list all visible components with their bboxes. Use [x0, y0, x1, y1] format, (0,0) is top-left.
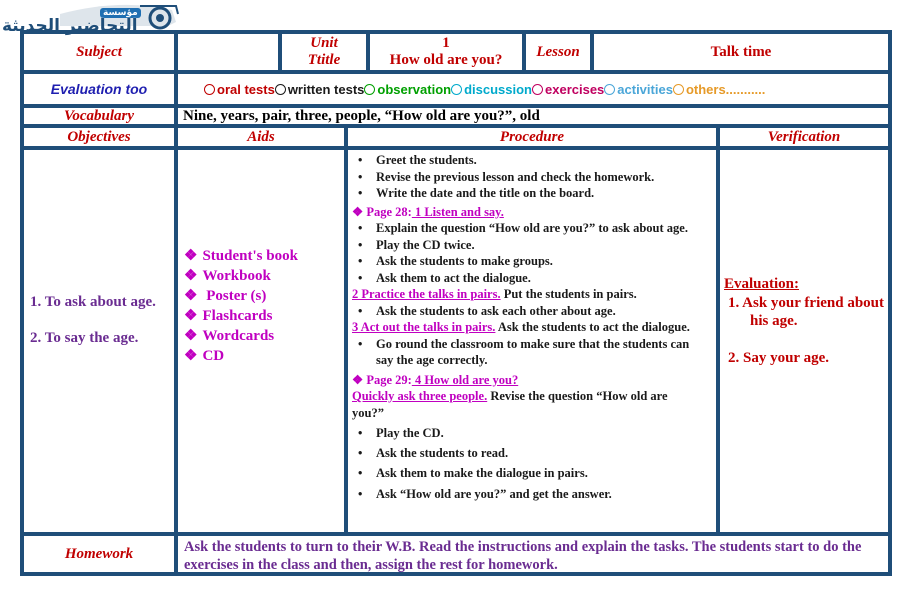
- unit-number: 1: [442, 35, 450, 51]
- procedure-step: • Ask “How old are you?” and get the answer.: [352, 486, 696, 503]
- radio-circle-icon[interactable]: [673, 84, 684, 95]
- section-link: 4 How old are you?: [411, 372, 519, 387]
- evaluation-option-label: discussion: [464, 81, 532, 97]
- diamond-bullet-icon: ❖: [184, 268, 198, 284]
- verification-cell: [718, 148, 890, 534]
- evaluation-option-label: activities: [617, 81, 673, 97]
- diamond-bullet-icon: ❖: [184, 288, 198, 304]
- verification-title: Evaluation:: [724, 276, 800, 292]
- procedure-step: • Ask the students to ask each other about age.: [352, 303, 696, 320]
- evaluation-option-label: others...........: [685, 81, 766, 97]
- homework-text: Ask the students to turn to their W.B. Read the instructions and explain the tasks. The students start to do the exercises in the class and then, assign the rest for homework.: [176, 534, 890, 574]
- unit-title-cell: [368, 32, 524, 72]
- verification-item: 2. Say your age.: [728, 350, 829, 366]
- procedure-section-2: 2 Practice the talks in pairs. Put the students in pairs.: [352, 287, 637, 301]
- procedure-cell: [346, 148, 718, 534]
- procedure-section-page29: ❖ Page 29: 4 How old are you?: [352, 372, 519, 387]
- unit-title-value: How old are you?: [389, 52, 503, 68]
- radio-circle-icon[interactable]: [604, 84, 615, 95]
- evaluation-options: [176, 72, 890, 106]
- evaluation-option[interactable]: [275, 82, 365, 97]
- radio-circle-icon[interactable]: [364, 84, 375, 95]
- objectives-header: Objectives: [22, 126, 176, 148]
- evaluation-option[interactable]: [673, 82, 765, 97]
- lesson-plan-table: [20, 30, 892, 576]
- procedure-step: • Revise the previous lesson and check the homework.: [352, 169, 696, 186]
- lesson-label: Lesson: [524, 32, 592, 72]
- vocabulary-value: Nine, years, pair, three, people, “How old are you?”, old: [176, 106, 890, 126]
- procedure-header: Procedure: [346, 126, 718, 148]
- evaluation-option-label: oral tests: [217, 81, 275, 97]
- evaluation-option-label: observation: [377, 81, 452, 97]
- evaluation-label: Evaluation too: [22, 72, 176, 106]
- diamond-bullet-icon: ❖: [352, 372, 367, 387]
- logo-small-text: مؤسسة: [100, 8, 141, 18]
- evaluation-option[interactable]: [532, 82, 604, 97]
- procedure-step: • Ask the students to read.: [352, 445, 696, 462]
- diamond-bullet-icon: ❖: [184, 328, 198, 344]
- homework-label: Homework: [22, 534, 176, 574]
- procedure-step: • Play the CD.: [352, 425, 696, 442]
- objectives-cell: [22, 148, 176, 534]
- lesson-value: Talk time: [592, 32, 890, 72]
- evaluation-option[interactable]: [204, 82, 275, 97]
- aid-item: ❖ Workbook: [184, 268, 271, 284]
- unit-title-label: Unit Ttitle: [280, 32, 368, 72]
- objective-item: 2. To say the age.: [30, 330, 139, 346]
- aid-item: ❖ Wordcards: [184, 328, 275, 344]
- radio-circle-icon[interactable]: [204, 84, 215, 95]
- diamond-bullet-icon: ❖: [184, 308, 198, 324]
- procedure-step: • Greet the students.: [352, 152, 696, 169]
- subject-value: [176, 32, 280, 72]
- subject-label: Subject: [22, 32, 176, 72]
- procedure-step: • Go round the classroom to make sure that the students can say the age correctly.: [352, 336, 696, 369]
- evaluation-option[interactable]: [604, 82, 673, 97]
- procedure-section-page28: ❖ Page 28: 1 Listen and say.: [352, 204, 504, 219]
- vocabulary-label: Vocabulary: [22, 106, 176, 126]
- aids-header: Aids: [176, 126, 346, 148]
- section-link: 1 Listen and say.: [411, 204, 504, 219]
- verification-item: 1. Ask your friend about his age.: [728, 295, 885, 329]
- aid-item: ❖ Flashcards: [184, 308, 273, 324]
- diamond-bullet-icon: ❖: [184, 348, 198, 364]
- aid-item: ❖ Poster (s): [184, 288, 267, 304]
- diamond-bullet-icon: ❖: [352, 204, 367, 219]
- logo-text: التحاضير الحديثة: [2, 16, 138, 36]
- procedure-section-quick: Quickly ask three people. Revise the question “How old are you?”: [352, 389, 668, 420]
- procedure-step: • Ask them to act the dialogue.: [352, 270, 696, 287]
- diamond-bullet-icon: ❖: [184, 248, 198, 264]
- procedure-section-3: 3 Act out the talks in pairs. Ask the students to act the dialogue.: [352, 320, 690, 334]
- aid-item: ❖ CD: [184, 348, 225, 364]
- aid-item: ❖ Student's book: [184, 248, 298, 264]
- procedure-step: • Ask the students to make groups.: [352, 253, 696, 270]
- procedure-step: • Write the date and the title on the board.: [352, 185, 696, 202]
- evaluation-option-label: written tests: [287, 81, 365, 97]
- verification-header: Verification: [718, 126, 890, 148]
- procedure-step: • Play the CD twice.: [352, 237, 696, 254]
- radio-circle-icon[interactable]: [532, 84, 543, 95]
- evaluation-option-label: exercises: [545, 81, 605, 97]
- evaluation-option[interactable]: [451, 82, 532, 97]
- aids-cell: [176, 148, 346, 534]
- objective-item: 1. To ask about age.: [30, 294, 156, 310]
- procedure-step: • Explain the question “How old are you?” to ask about age.: [352, 220, 696, 237]
- evaluation-option[interactable]: [364, 82, 451, 97]
- radio-circle-icon[interactable]: [275, 84, 286, 95]
- procedure-step: • Ask them to make the dialogue in pairs.: [352, 465, 696, 482]
- radio-circle-icon[interactable]: [451, 84, 462, 95]
